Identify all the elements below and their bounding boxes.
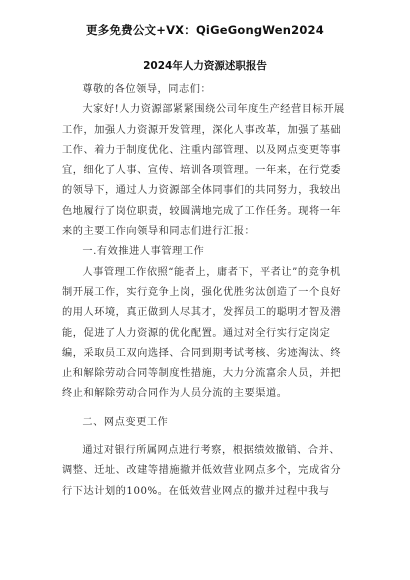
document-body — [62, 80, 350, 502]
paragraph-intro: 大家好!人力资源部紧紧围绕公司年度生产经营目标开展工作，加强人力资源开发管理，深化人事改革，加强了基础工作、着力于制度优化、注重内部管理、以及网点变更等事宜，细化了人事、宣传、培训各项管理。一年来，在行党委的领导下，通过人力资源部全体同事们的共同努力，我较出色地履行了岗位职责，较圆满地完成了工作任务。现将一年来的主要工作向领导和同志们进行汇报： — [62, 104, 345, 238]
document-title: 2024年人力资源述职报告 — [143, 60, 267, 72]
paragraph-branch: 通过对银行所属网点进行考察，根据绩效撤销、合并、调整、迁址、改建等措施撤并低效营业网点多个，完成省分行下达计划的100%。在低效营业网点的撤并过程中我与 — [62, 445, 342, 497]
watermark-header: 更多免费公文+VX：QiGeGongWen2024 — [86, 23, 324, 37]
salutation: 尊敬的各位领导，同志们： — [82, 84, 212, 95]
paragraph-personnel: 人事管理工作依照“能者上，庸者下，平者让”的竞争机制开展工作，实行竞争上岗，强化优胜劣汰创造了一个良好的用人环境，真正做到人尽其才，发挥员工的聪明才智及潜能，促进了人力资源的优化配置。通过对全行实行定岗定编，采取员工双向选择、合同到期考试考核、劣迹淘汰、终止和解除劳动合同等制度性措施，大力分流富余人员，并把终止和解除劳动合同作为人员分流的主要渠道。 — [62, 266, 342, 400]
section-heading-branch: 二、网点变更工作 — [82, 416, 169, 428]
section-heading-personnel: 一.有效推进人事管理工作 — [82, 246, 205, 258]
